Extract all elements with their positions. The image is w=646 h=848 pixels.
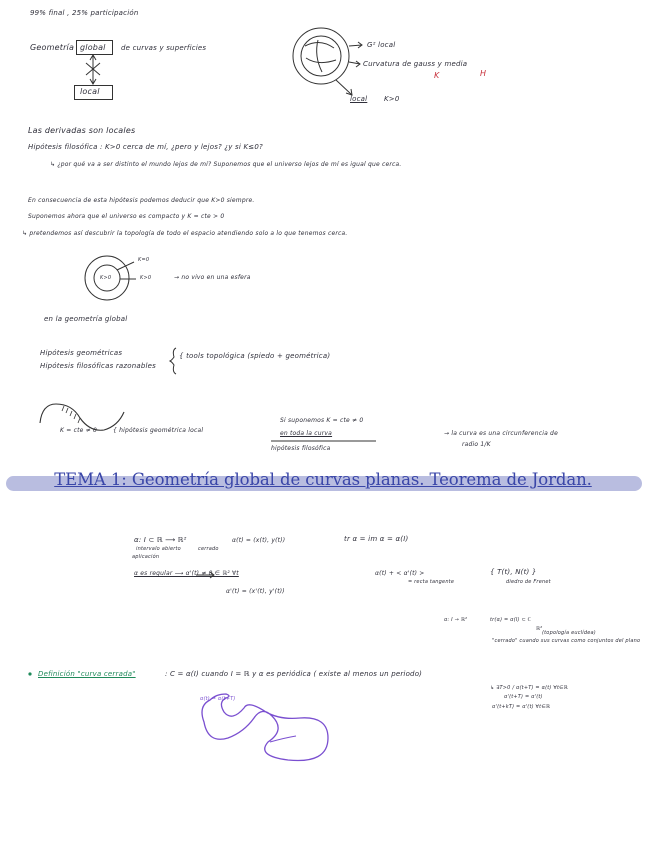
closed-curve-sketch xyxy=(202,694,328,761)
derivadas-line: Las derivadas son locales xyxy=(28,126,136,135)
intervalo-note: intervalo abierto xyxy=(136,546,181,552)
topologia-note: (topología euclídea) xyxy=(542,630,596,636)
toda-la-curva: en toda la curva xyxy=(280,430,333,437)
definition-arrows xyxy=(196,572,214,578)
existe-periodo: ↳ ∃T>0 / α(t+T) = α(t) ∀t∈ℝ xyxy=(490,685,568,691)
wave-curve xyxy=(40,404,124,430)
alpha-param: α(t) = (x(t), y(t)) xyxy=(232,537,286,544)
g2-local-label: G² local xyxy=(367,41,396,49)
existe-periodo-2: α'(t+T) = α'(t) xyxy=(504,694,543,700)
k-cte-label: K = cte ≠ 0 xyxy=(60,427,97,434)
tema-title: TEMA 1: Geometría global de curvas planas. Teorema de Jordan. xyxy=(54,470,592,489)
cerrado-conjuntos-note: "cerrado" cuando sus curvas como conjuntos del plano xyxy=(492,638,641,644)
tr-alpha: tr α = im α = α(I) xyxy=(344,535,409,543)
tr-alpha-subset: tr(α) = α(I) ⊂ ℂ xyxy=(490,617,532,623)
curvatura-label: Curvatura de gauss y media xyxy=(363,60,468,68)
definicion-label: Definición "curva cerrada" xyxy=(38,670,136,678)
conclusion-2: radio 1/K xyxy=(462,441,491,448)
regular-def: α es regular ⟶ α'(t) ≠ 0 ∈ ℝ² ∀t xyxy=(134,570,239,577)
grading-note: 99% final , 25% participación xyxy=(30,9,139,17)
por-que-line: ↳ ¿por qué va a ser distinto el mundo lejos de mí? Suponemos que el universo lejos de mí es igual que cerca. xyxy=(50,161,402,168)
alpha-prime: α'(t) = (x'(t), y'(t)) xyxy=(226,588,285,595)
globe-icon xyxy=(293,28,362,95)
conclusion-1: → la curva es una circunferencia de xyxy=(444,430,558,437)
bullet-icon xyxy=(28,672,31,675)
hipotesis-filosofica-line: Hipótesis filosófica : K>0 cerca de mí, ¿pero y lejos? ¿y si K≤0? xyxy=(28,143,263,151)
h-letter: H xyxy=(480,69,487,78)
alpha-i-r2: α: I → ℝ² xyxy=(444,617,468,623)
hip-filosofica: hipótesis filosófica xyxy=(271,445,331,452)
global-local-arrows xyxy=(86,55,100,84)
frenet-note: diedro de Frenet xyxy=(506,579,551,585)
suponemos-line: Suponemos ahora que el universo es compacto y K = cte > 0 xyxy=(28,213,225,220)
recta-tangente-note: = recta tangente xyxy=(408,579,455,585)
local-k-label: local xyxy=(350,95,368,103)
geometria-label: Geometría xyxy=(30,43,75,52)
k-letter: K xyxy=(434,71,440,80)
alpha-t-tangent: α(t) + < α'(t) > xyxy=(375,570,425,577)
k-zero-label: K=0 xyxy=(138,257,150,263)
existe-periodo-3: α'(t+kT) = α'(t) ∀t∈ℝ xyxy=(492,704,551,710)
pretendemos-line: ↳ pretendemos así descubrir la topología de todo el espacio atendiendo solo a lo que tenemos cerca. xyxy=(22,230,348,237)
inner-k-label: K>0 xyxy=(100,275,112,281)
frenet-set: { T(t), N(t) } xyxy=(490,568,537,576)
local-label: local xyxy=(80,87,100,96)
hip-geometricas: Hipótesis geométricas xyxy=(40,349,123,357)
cerrado-note: cerrado xyxy=(198,546,219,552)
consecuencia-line: En consecuencia de esta hipótesis podemos deducir que K>0 siempre. xyxy=(28,197,255,204)
hip-result: { tools topológica (spiedo + geométrica) xyxy=(179,352,331,360)
hip-filosoficas: Hipótesis filosóficas razonables xyxy=(40,362,157,370)
definicion-text: : C = α(I) cuando I = ℝ y α es periódica ( existe al menos un periodo) xyxy=(165,670,423,678)
concentric-circles-icon xyxy=(85,256,136,300)
brace-icon xyxy=(170,348,176,374)
geometria-global-line: en la geometría global xyxy=(44,315,128,323)
alpha-map: α: I ⊂ ℝ ⟶ ℝ² xyxy=(134,536,187,544)
curve-label: α(t) = α(t+T) xyxy=(200,696,236,702)
geometria-suffix: de curvas y superficies xyxy=(121,44,207,52)
global-label: global xyxy=(80,43,106,52)
hip-local-label: { hipótesis geométrica local xyxy=(113,427,204,434)
si-suponemos: Si suponemos K = cte ≠ 0 xyxy=(280,417,364,424)
aplicacion-note: aplicación xyxy=(132,554,160,560)
outer-k-label: K>0 xyxy=(140,275,152,281)
k-positive-label: K>0 xyxy=(384,95,400,103)
no-esfera-text: → no vivo en una esfera xyxy=(174,274,251,281)
r2-subset: ℝ² xyxy=(536,626,543,632)
